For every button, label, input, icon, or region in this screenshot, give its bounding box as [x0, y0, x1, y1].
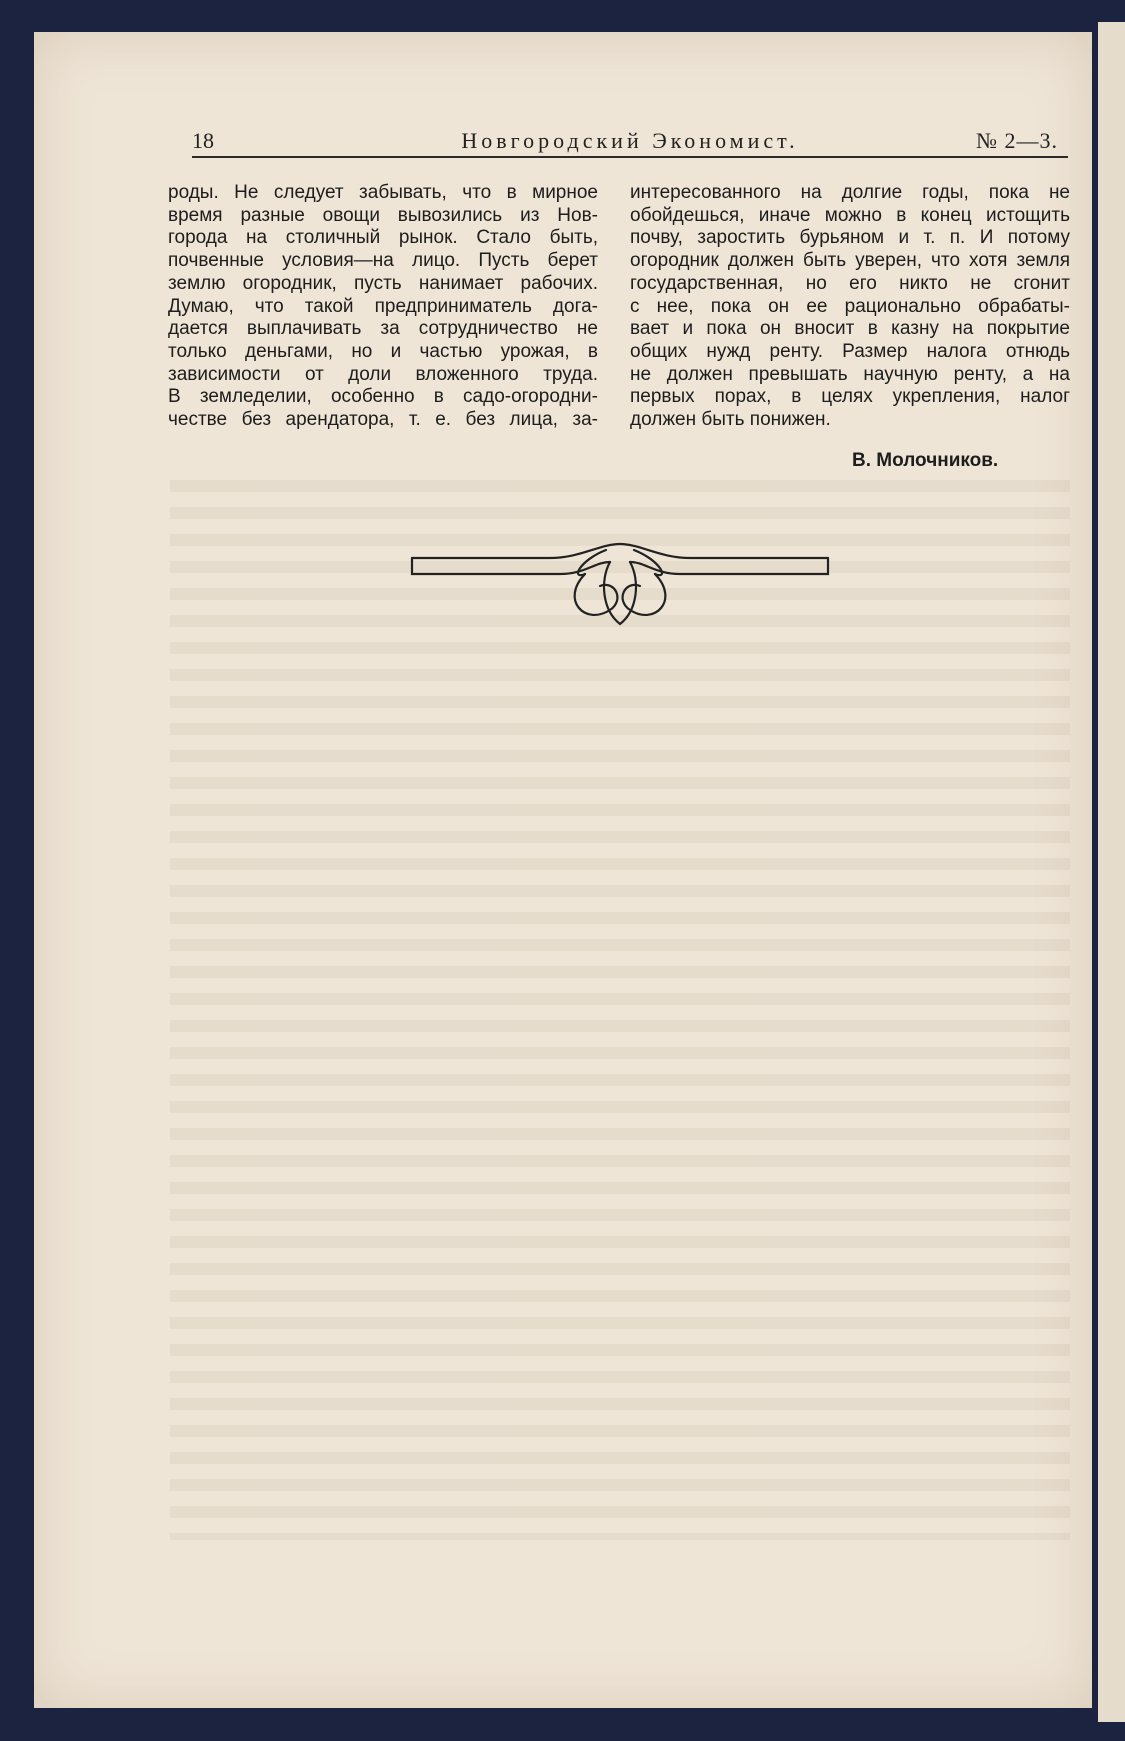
text-line: землю огородник, пусть нанимает рабочих.	[168, 272, 598, 294]
show-through-text	[170, 480, 1070, 1540]
text-line: зависимости от доли вложенного труда.	[168, 363, 598, 385]
text-line: только деньгами, но и частью урожая, в	[168, 340, 598, 362]
text-line: должен быть понижен.	[630, 409, 831, 431]
text-line: дается выплачивать за сотрудничество не	[168, 318, 598, 340]
art-nouveau-divider-icon	[410, 540, 830, 630]
text-line: роды. Не следует забывать, что в мирное	[168, 182, 598, 203]
text-line: государственная, но его никто не сгонит	[630, 272, 1070, 294]
text-line: почву, заростить бурьяном и т. п. И потому	[630, 227, 1070, 249]
next-page-edge	[1098, 22, 1125, 1722]
text-line: не должен превышать научную ренту, а на	[630, 363, 1070, 385]
text-line: огородник должен быть уверен, что хотя земля	[630, 250, 1070, 272]
text-line: Думаю, что такой предприниматель дога-	[168, 295, 598, 317]
text-line: вает и пока он вносит в казну на покрытие	[630, 318, 1070, 340]
text-line: города на столичный рынок. Стало быть,	[168, 227, 598, 249]
text-line: общих нужд ренту. Размер налога отнюдь	[630, 340, 1070, 362]
text-line: время разные овощи вывозились из Нов-	[168, 204, 598, 226]
text-line: интересованного на долгие годы, пока не	[630, 182, 1070, 203]
left-column	[168, 182, 598, 432]
text-line: почвенные условия—на лицо. Пусть берет	[168, 250, 598, 272]
author-signature: В. Молочников.	[852, 450, 999, 471]
page-number: 18	[192, 128, 214, 153]
journal-title: Новгородский Экономист.	[461, 128, 799, 153]
right-column	[630, 182, 1070, 432]
text-line: с нее, пока он ее рационально обрабаты-	[630, 295, 1070, 317]
text-line: В земледелии, особенно в садо-огородни-	[168, 386, 598, 408]
running-header	[192, 128, 1068, 158]
issue-number: № 2—3.	[976, 128, 1058, 153]
text-line: обойдешься, иначе можно в конец истощить	[630, 204, 1070, 226]
text-line: честве без арендатора, т. е. без лица, за-	[168, 409, 598, 431]
text-line: первых порах, в целях укрепления, налог	[630, 386, 1070, 408]
